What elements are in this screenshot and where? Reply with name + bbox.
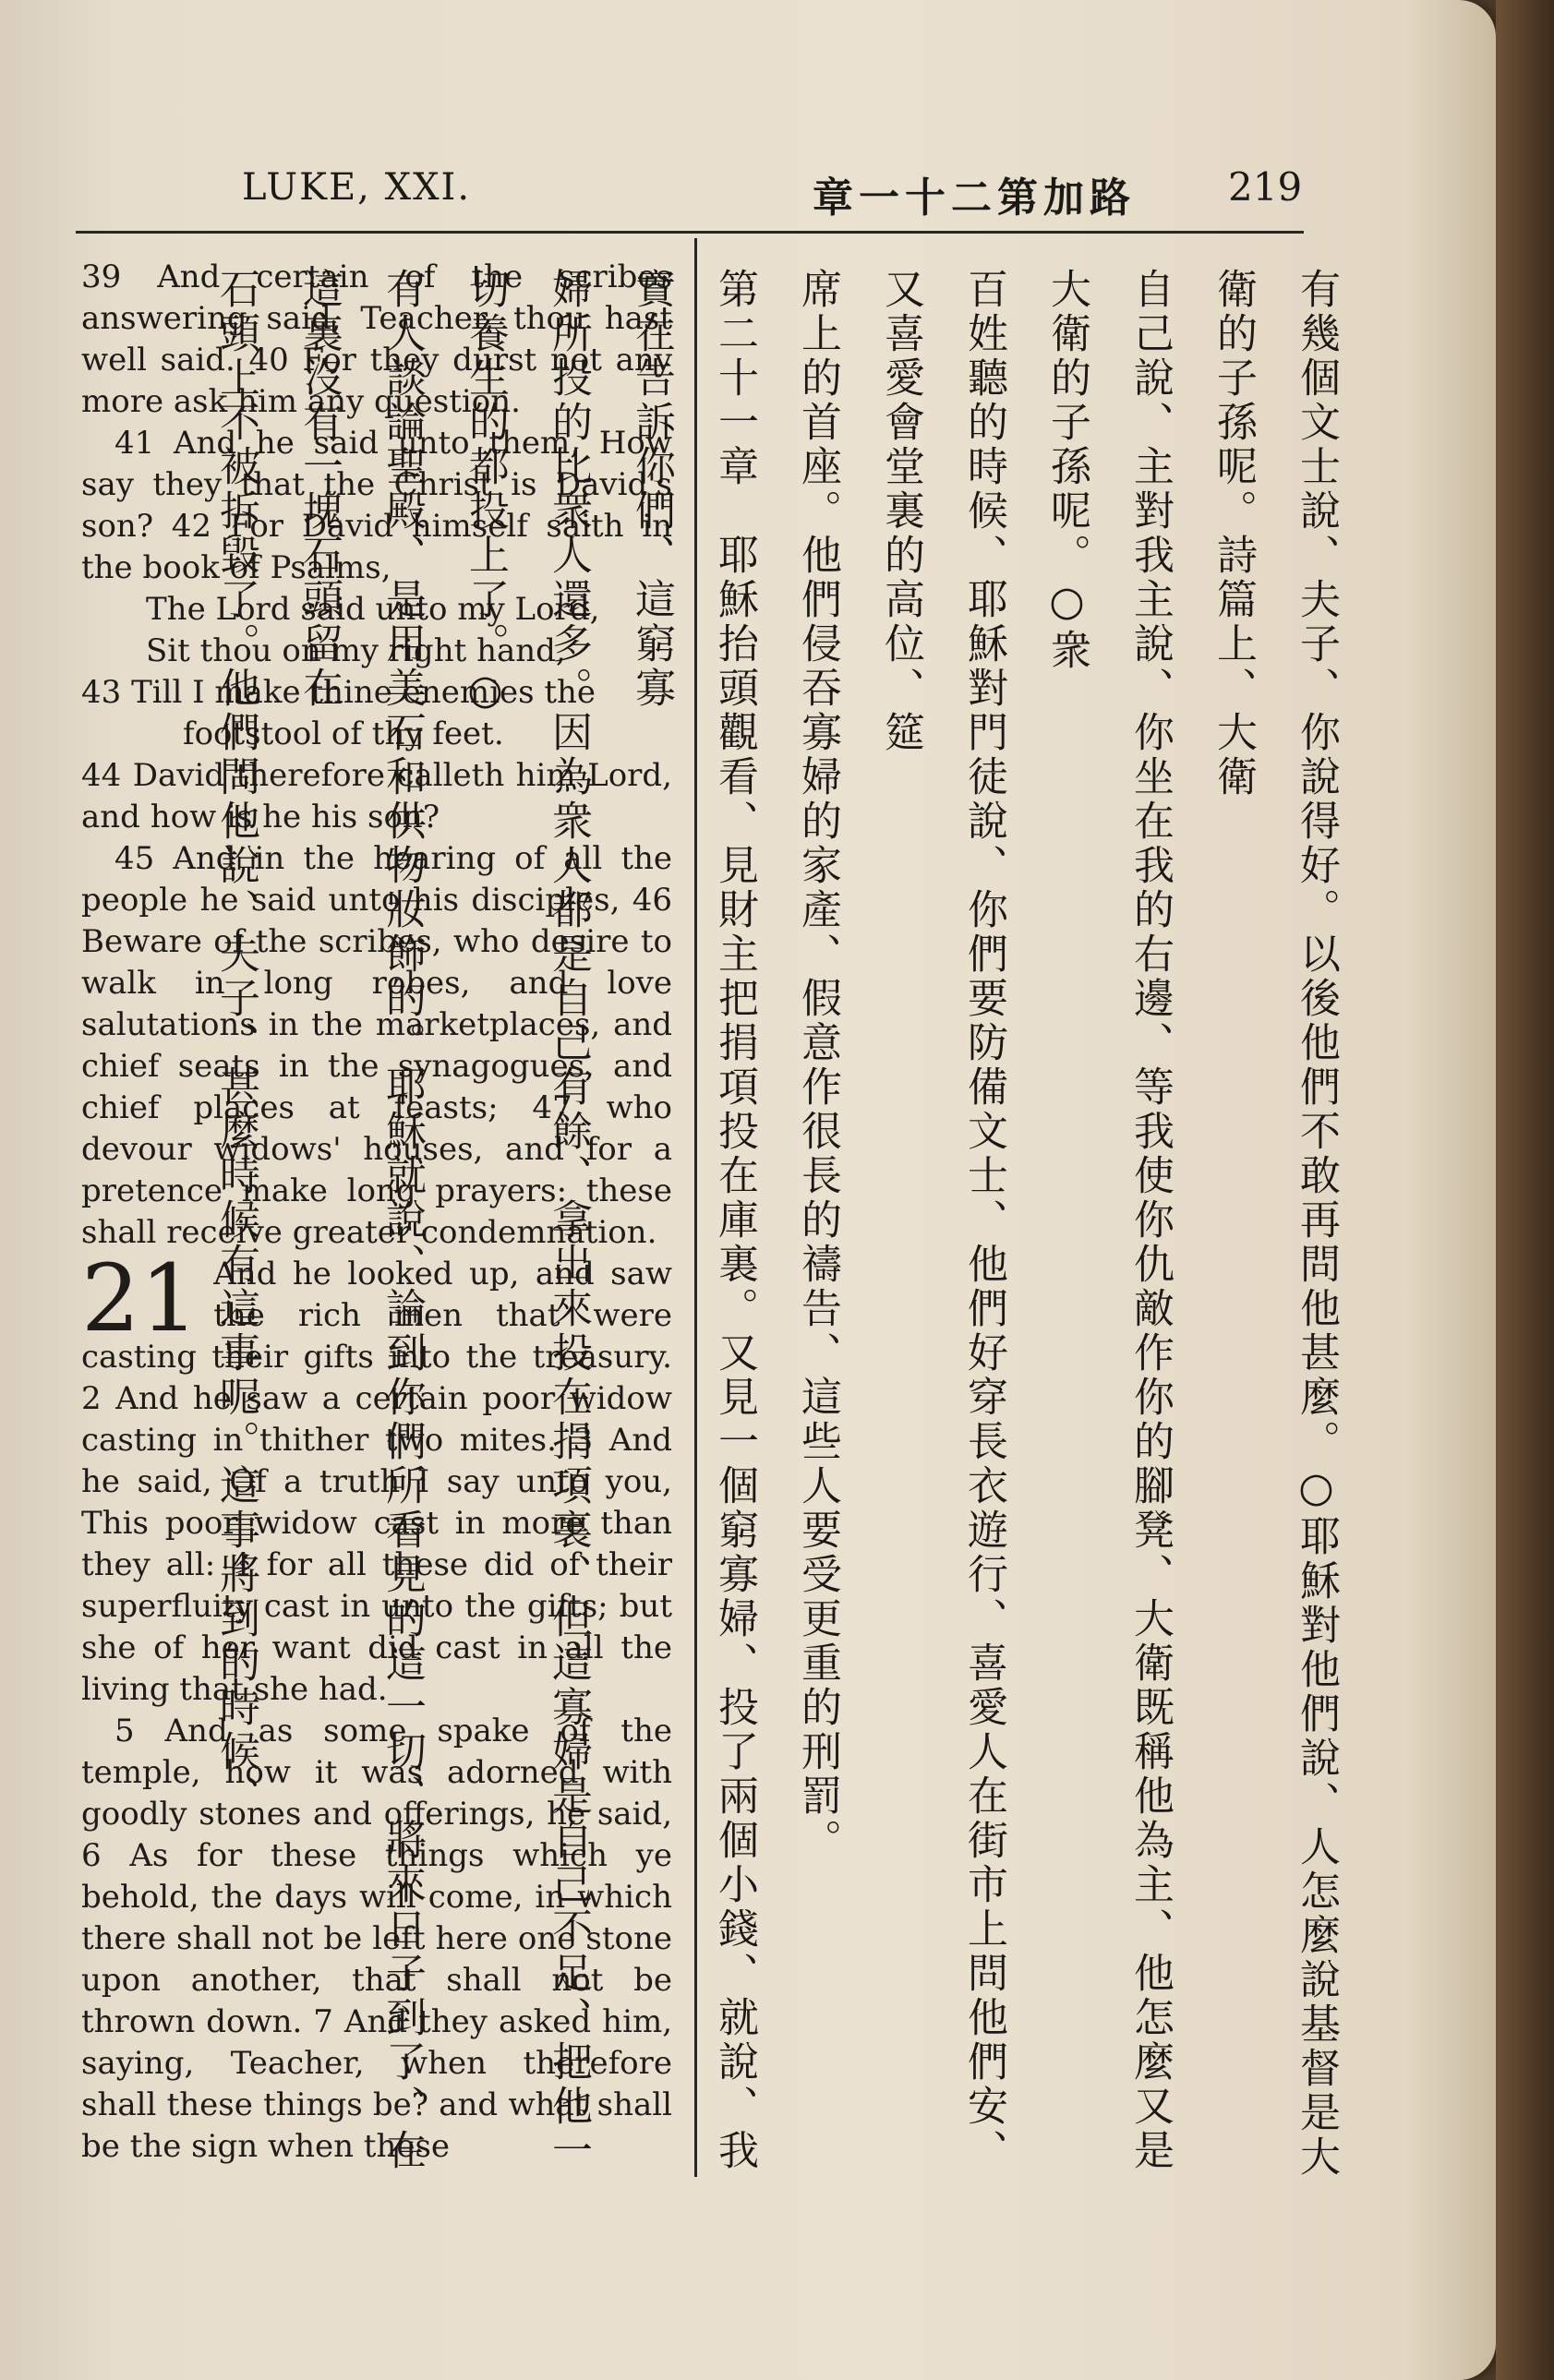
header-rule	[76, 231, 1304, 234]
english-paragraph: 5 And as some spake of the temple, how it was adorned with goodly stones and offerings, he said, 6 As for these things which ye behold, the days will come, in which there shall not be left here one stone upon another, that shall not be thrown down. 7 And they asked him, saying, Teacher, when therefore shall these things be? and what shall be the sign when these	[81, 1713, 672, 2165]
running-head-english: LUKE, XXI.	[242, 166, 472, 209]
running-head-chinese: 章一十二第加路	[813, 174, 1136, 222]
chinese-line: 百姓聽的時候、耶穌對門徒說、你們要防備文士、他們好穿長衣遊行、喜愛人在街市上問他們安、又喜愛會堂裏的高位、筵	[877, 268, 1007, 2173]
chinese-line: 婦所投的比衆人還多。因為衆人都是自己有餘、拿出來投在捐項裏、但這寡婦是自己不足、把他一切養生的都投上了。○	[462, 268, 592, 2173]
poetry-line: The Lord said unto my Lord,	[146, 591, 600, 628]
page-edge	[1496, 0, 1554, 2380]
chinese-line: 自己說、主對我主說、你坐在我的右邊、等我使你仇敵作你的腳凳、大衛既稱他為主、他怎麼又是大衛的子孫呢。○衆	[1043, 268, 1174, 2173]
poetry-line: Sit thou on my right hand,	[146, 632, 566, 669]
poetry-line: footstool of thy feet.	[183, 715, 504, 752]
english-paragraph: 44 David therefore calleth him Lord, and how is he his son?	[81, 757, 672, 835]
chinese-line: 有人談論聖殿、是用美石和供物妝飾的。耶穌就說、論到你們所看見的這一切、將來日子到了、在這裏沒有一塊石頭留在	[295, 268, 426, 2173]
chapter-number: 21	[81, 1244, 199, 1352]
page-number: 219	[1228, 164, 1303, 210]
poetry-line: 43 Till I make thine enemies the	[81, 674, 596, 711]
chinese-line: 有幾個文士說、夫子、你說得好。以後他們不敢再問他甚麼。○耶穌對他們說、人怎麼說基督是大衛的子孫呢。詩篇上、大衛	[1210, 268, 1340, 2180]
chinese-line: 石頭上不被拆毀了。他們問他說、夫子、甚麼時候有這事呢。這事將到的時候、	[212, 268, 259, 1819]
english-paragraph: 39 And certain of the scribes answering said, Teacher, thou hast well said. 40 For they durst not any more ask him any question.	[81, 258, 672, 420]
english-paragraph: 41 And he said unto them, How say they that the Christ is David's son? 42 For David himself saith in the book of Psalms,	[81, 425, 672, 586]
english-paragraph: And he looked up, and saw the rich men that were casting their gifts into the treasury. 2 And he saw a certain poor widow casting in thither two mites. 3 And he said, Of a truth I say unto you, This poor widow cast in more than they all: 4 for all these did of their superfluity cast in unto the gifts; but she of her want did cast in all the living that she had.	[81, 1256, 672, 1708]
chinese-line: 席上的首座。他們侵吞寡婦的家產、假意作很長的禱告、這些人要受更重的刑罰。	[794, 268, 841, 1863]
chinese-line: 第二十一章 耶穌抬頭觀看、見財主把捐項投在庫裏。又見一個窮寡婦、投了兩個小錢、就說、我實在告訴你們、這窮寡	[628, 268, 758, 2173]
english-paragraph: 45 And in the hearing of all the people he said unto his disciples, 46 Beware of the scribes, who desire to walk in long robes, and love salutations in the marketplaces, and chief seats in the synagogues, and chief places at feasts; 47 who devour widows' houses, and for a pretence make long prayers: these shall receive greater condemnation.	[81, 840, 672, 1251]
